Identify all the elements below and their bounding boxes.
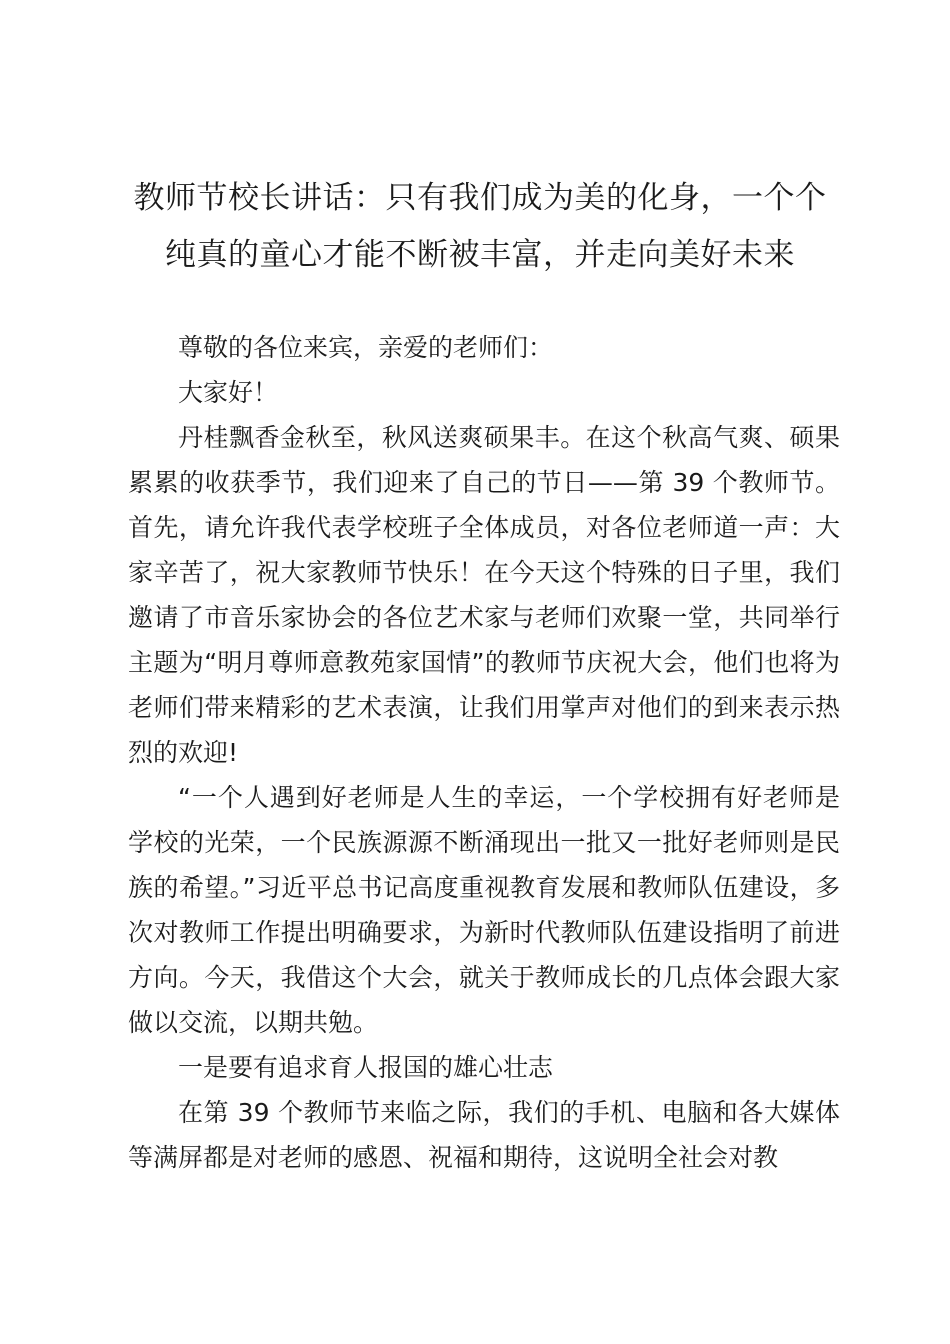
body-paragraph: 丹桂飘香金秋至，秋风送爽硕果丰。在这个秋高气爽、硕果累累的收获季节，我们迎来了自己的节日——第 39 个教师节。首先，请允许我代表学校班子全体成员，对各位老师道一声：大家辛苦了，祝大家教师节快乐！在今天这个特殊的日子里，我们邀请了市音乐家协会的各位艺术家与老师们欢聚一堂，共同举行主题为“明月尊师意教苑家国情”的教师节庆祝大会，他们也将为老师们带来精彩的艺术表演，让我们用掌声对他们的到来表示热烈的欢迎! [128, 423, 840, 767]
body-paragraph: “一个人遇到好老师是人生的幸运，一个学校拥有好老师是学校的光荣，一个民族源源不断涌现出一批又一批好老师则是民族的希望。”习近平总书记高度重视教育发展和教师队伍建设，多次对教师工作提出明确要求，为新时代教师队伍建设指明了前进方向。今天，我借这个大会，就关于教师成长的几点体会跟大家做以交流，以期共勉。 [128, 783, 840, 1037]
document-body [128, 325, 840, 1180]
salutation: 尊敬的各位来宾，亲爱的老师们： [178, 333, 554, 362]
section-heading: 一是要有追求育人报国的雄心壮志 [178, 1053, 554, 1082]
body-paragraph: 在第 39 个教师节来临之际，我们的手机、电脑和各大媒体等满屏都是对老师的感恩、祝福和期待，这说明全社会对教 [128, 1098, 840, 1172]
document-title: 教师节校长讲话：只有我们成为美的化身，一个个纯真的童心才能不断被丰富，并走向美好未来 [133, 180, 827, 273]
greeting: 大家好！ [178, 378, 279, 407]
